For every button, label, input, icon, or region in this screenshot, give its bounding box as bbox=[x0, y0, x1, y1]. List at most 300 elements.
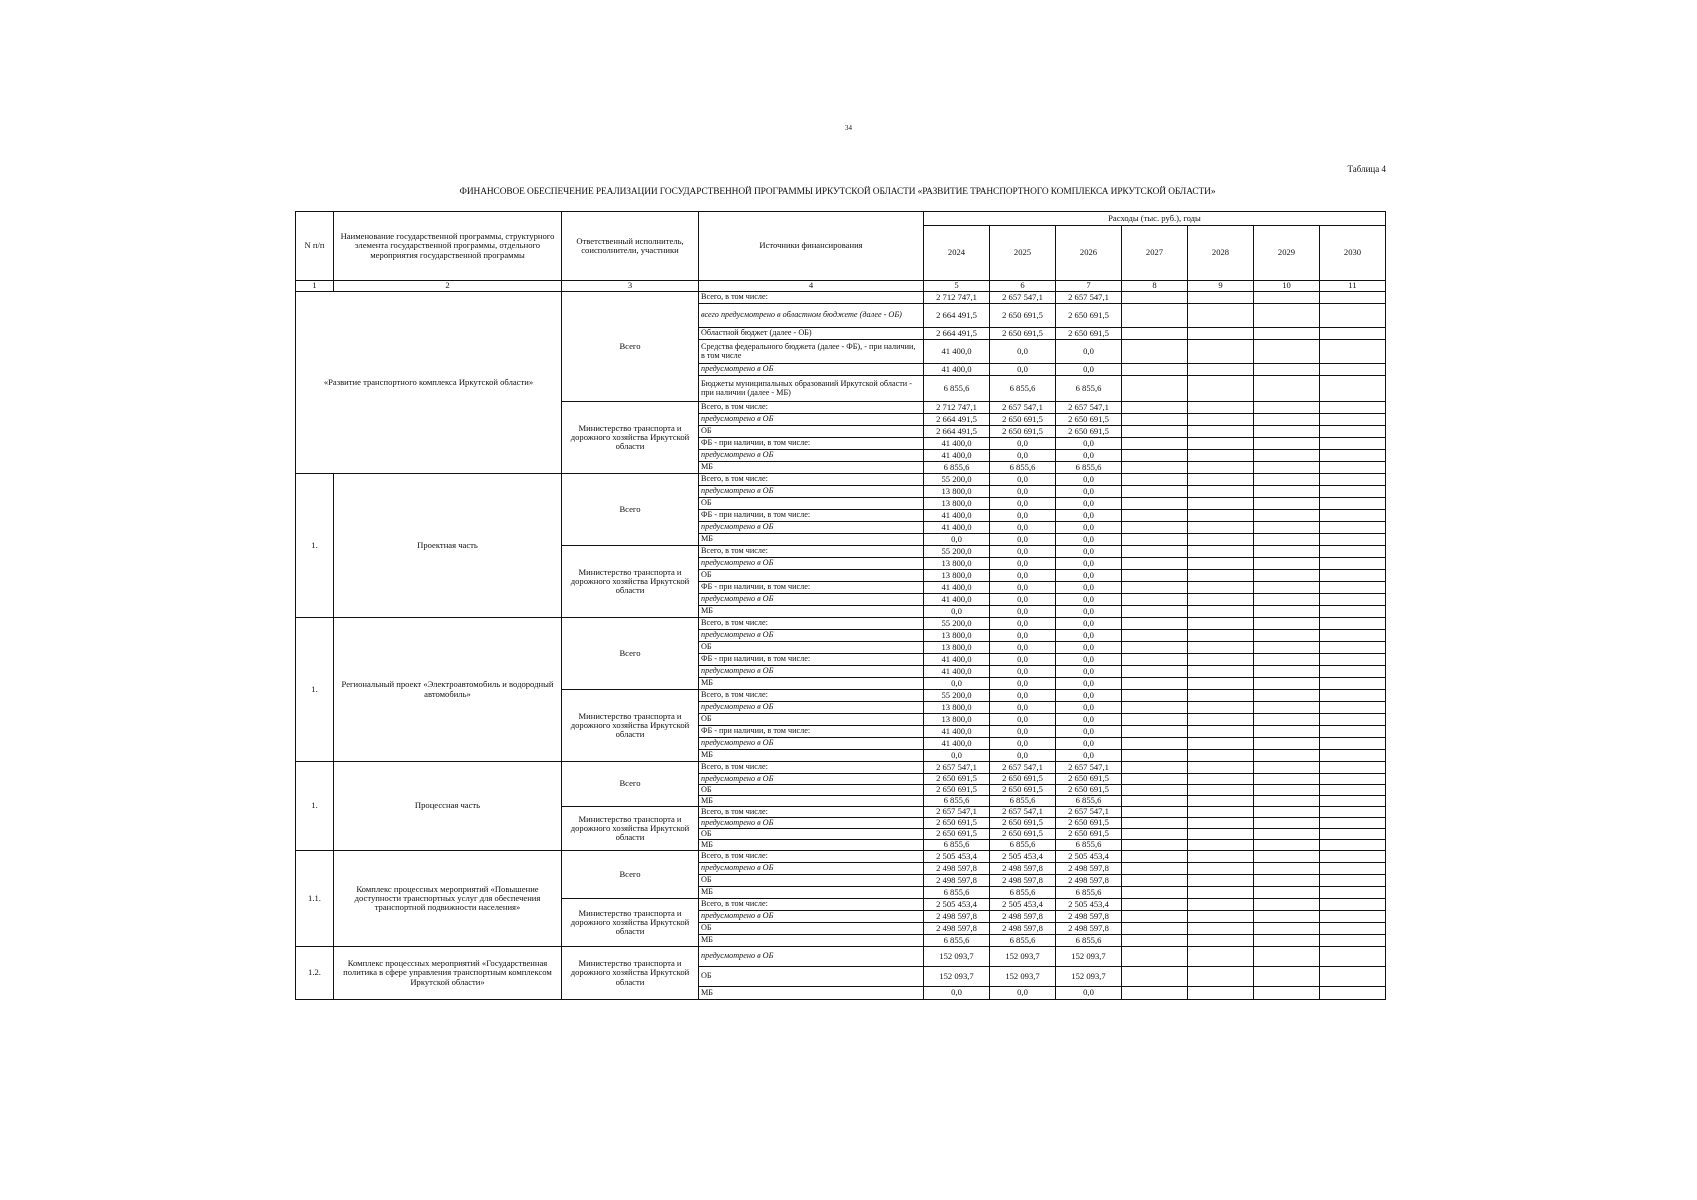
empty-year-cell bbox=[1122, 534, 1188, 546]
amount-cell: 6 855,6 bbox=[990, 935, 1056, 947]
empty-year-cell bbox=[1188, 875, 1254, 887]
empty-year-cell bbox=[1320, 654, 1386, 666]
amount-cell: 0,0 bbox=[1056, 510, 1122, 522]
empty-year-cell bbox=[1122, 785, 1188, 796]
amount-cell: 0,0 bbox=[1056, 750, 1122, 762]
empty-year-cell bbox=[1188, 987, 1254, 1000]
document-title: ФИНАНСОВОЕ ОБЕСПЕЧЕНИЕ РЕАЛИЗАЦИИ ГОСУДАРСТВЕННОЙ ПРОГРАММЫ ИРКУТСКОЙ ОБЛАСТИ «РАЗВИТИЕ ТРАНСПОРТНОГО КОМПЛЕКСА ИРКУТСКОЙ ОБЛАСТИ» bbox=[459, 187, 1216, 197]
empty-year-cell bbox=[1122, 702, 1188, 714]
empty-year-cell bbox=[1188, 947, 1254, 967]
funding-source: предусмотрено в ОБ bbox=[699, 702, 924, 714]
executor: Всего bbox=[562, 618, 699, 690]
funding-source: предусмотрено в ОБ bbox=[699, 364, 924, 376]
empty-year-cell bbox=[1122, 594, 1188, 606]
empty-year-cell bbox=[1320, 829, 1386, 840]
amount-cell: 0,0 bbox=[990, 364, 1056, 376]
amount-cell: 152 093,7 bbox=[1056, 967, 1122, 987]
empty-year-cell bbox=[1188, 498, 1254, 510]
empty-year-cell bbox=[1188, 558, 1254, 570]
amount-cell: 0,0 bbox=[990, 630, 1056, 642]
empty-year-cell bbox=[1320, 364, 1386, 376]
funding-source: ФБ - при наличии, в том числе: bbox=[699, 582, 924, 594]
amount-cell: 2 657 547,1 bbox=[1056, 807, 1122, 818]
amount-cell: 41 400,0 bbox=[924, 654, 990, 666]
empty-year-cell bbox=[1320, 899, 1386, 911]
amount-cell: 0,0 bbox=[1056, 546, 1122, 558]
funding-source: ОБ bbox=[699, 829, 924, 840]
empty-year-cell bbox=[1320, 774, 1386, 785]
empty-year-cell bbox=[1320, 474, 1386, 486]
amount-cell: 0,0 bbox=[1056, 582, 1122, 594]
header-num: N п/п bbox=[296, 212, 334, 281]
empty-year-cell bbox=[1254, 340, 1320, 364]
empty-year-cell bbox=[1320, 340, 1386, 364]
amount-cell: 2 498 597,8 bbox=[924, 911, 990, 923]
empty-year-cell bbox=[1122, 678, 1188, 690]
amount-cell: 0,0 bbox=[924, 606, 990, 618]
header-sources: Источники финансирования bbox=[699, 212, 924, 281]
element-name: Процессная часть bbox=[334, 762, 562, 851]
amount-cell: 2 498 597,8 bbox=[990, 923, 1056, 935]
column-numbers-row bbox=[296, 281, 1386, 292]
empty-year-cell bbox=[1254, 642, 1320, 654]
empty-year-cell bbox=[1320, 594, 1386, 606]
executor: Министерство транспорта и дорожного хозяйства Иркутской области bbox=[562, 947, 699, 1000]
amount-cell: 41 400,0 bbox=[924, 666, 990, 678]
column-number: 2 bbox=[334, 281, 562, 292]
empty-year-cell bbox=[1188, 426, 1254, 438]
header-row bbox=[296, 212, 1386, 226]
empty-year-cell bbox=[1188, 522, 1254, 534]
empty-year-cell bbox=[1188, 292, 1254, 304]
empty-year-cell bbox=[1122, 438, 1188, 450]
funding-source: МБ bbox=[699, 606, 924, 618]
amount-cell: 0,0 bbox=[990, 534, 1056, 546]
executor: Всего bbox=[562, 474, 699, 546]
empty-year-cell bbox=[1188, 582, 1254, 594]
empty-year-cell bbox=[1254, 594, 1320, 606]
empty-year-cell bbox=[1320, 947, 1386, 967]
empty-year-cell bbox=[1188, 818, 1254, 829]
empty-year-cell bbox=[1122, 762, 1188, 774]
header-expenses: Расходы (тыс. руб.), годы bbox=[924, 212, 1386, 226]
item-number: 1. bbox=[296, 762, 334, 851]
amount-cell: 0,0 bbox=[990, 340, 1056, 364]
funding-source: ОБ bbox=[699, 570, 924, 582]
table-row bbox=[296, 762, 1386, 774]
empty-year-cell bbox=[1122, 642, 1188, 654]
column-number: 11 bbox=[1320, 281, 1386, 292]
program-name: «Развитие транспортного комплекса Иркутской области» bbox=[296, 292, 562, 474]
amount-cell: 2 650 691,5 bbox=[990, 818, 1056, 829]
funding-source: Всего, в том числе: bbox=[699, 762, 924, 774]
amount-cell: 6 855,6 bbox=[924, 840, 990, 851]
empty-year-cell bbox=[1254, 829, 1320, 840]
empty-year-cell bbox=[1320, 304, 1386, 328]
amount-cell: 2 712 747,1 bbox=[924, 292, 990, 304]
amount-cell: 0,0 bbox=[990, 690, 1056, 702]
amount-cell: 6 855,6 bbox=[924, 887, 990, 899]
empty-year-cell bbox=[1122, 851, 1188, 863]
empty-year-cell bbox=[1254, 840, 1320, 851]
funding-source: предусмотрено в ОБ bbox=[699, 774, 924, 785]
empty-year-cell bbox=[1188, 510, 1254, 522]
empty-year-cell bbox=[1320, 666, 1386, 678]
executor: Всего bbox=[562, 292, 699, 402]
executor: Всего bbox=[562, 851, 699, 899]
amount-cell: 0,0 bbox=[1056, 474, 1122, 486]
funding-source: Всего, в том числе: bbox=[699, 807, 924, 818]
empty-year-cell bbox=[1320, 510, 1386, 522]
executor: Всего bbox=[562, 762, 699, 807]
amount-cell: 41 400,0 bbox=[924, 364, 990, 376]
amount-cell: 13 800,0 bbox=[924, 570, 990, 582]
empty-year-cell bbox=[1122, 726, 1188, 738]
empty-year-cell bbox=[1254, 875, 1320, 887]
empty-year-cell bbox=[1122, 450, 1188, 462]
funding-source: Бюджеты муниципальных образований Иркутской области - при наличии (далее - МБ) bbox=[699, 376, 924, 402]
empty-year-cell bbox=[1320, 558, 1386, 570]
amount-cell: 0,0 bbox=[990, 738, 1056, 750]
amount-cell: 6 855,6 bbox=[1056, 796, 1122, 807]
empty-year-cell bbox=[1254, 863, 1320, 875]
amount-cell: 152 093,7 bbox=[1056, 947, 1122, 967]
amount-cell: 0,0 bbox=[990, 750, 1056, 762]
empty-year-cell bbox=[1254, 774, 1320, 785]
funding-source: Всего, в том числе: bbox=[699, 690, 924, 702]
amount-cell: 0,0 bbox=[1056, 558, 1122, 570]
amount-cell: 0,0 bbox=[990, 642, 1056, 654]
empty-year-cell bbox=[1122, 947, 1188, 967]
empty-year-cell bbox=[1122, 774, 1188, 785]
empty-year-cell bbox=[1320, 923, 1386, 935]
header-year: 2026 bbox=[1056, 226, 1122, 281]
empty-year-cell bbox=[1122, 304, 1188, 328]
executor: Министерство транспорта и дорожного хозяйства Иркутской области bbox=[562, 402, 699, 474]
funding-source: ОБ bbox=[699, 426, 924, 438]
empty-year-cell bbox=[1122, 522, 1188, 534]
item-number: 1.1. bbox=[296, 851, 334, 947]
empty-year-cell bbox=[1320, 807, 1386, 818]
amount-cell: 13 800,0 bbox=[924, 498, 990, 510]
amount-cell: 2 650 691,5 bbox=[1056, 785, 1122, 796]
amount-cell: 41 400,0 bbox=[924, 726, 990, 738]
funding-source: МБ bbox=[699, 534, 924, 546]
amount-cell: 2 650 691,5 bbox=[1056, 774, 1122, 785]
empty-year-cell bbox=[1254, 376, 1320, 402]
empty-year-cell bbox=[1122, 818, 1188, 829]
empty-year-cell bbox=[1254, 534, 1320, 546]
funding-source: всего предусмотрено в областном бюджете (далее - ОБ) bbox=[699, 304, 924, 328]
executor: Министерство транспорта и дорожного хозяйства Иркутской области bbox=[562, 807, 699, 851]
amount-cell: 2 650 691,5 bbox=[924, 774, 990, 785]
amount-cell: 0,0 bbox=[990, 450, 1056, 462]
amount-cell: 2 498 597,8 bbox=[1056, 875, 1122, 887]
column-number: 6 bbox=[990, 281, 1056, 292]
empty-year-cell bbox=[1254, 678, 1320, 690]
empty-year-cell bbox=[1320, 402, 1386, 414]
empty-year-cell bbox=[1188, 923, 1254, 935]
empty-year-cell bbox=[1254, 402, 1320, 414]
funding-source: МБ bbox=[699, 987, 924, 1000]
amount-cell: 0,0 bbox=[1056, 450, 1122, 462]
empty-year-cell bbox=[1188, 796, 1254, 807]
amount-cell: 55 200,0 bbox=[924, 546, 990, 558]
amount-cell: 55 200,0 bbox=[924, 474, 990, 486]
amount-cell: 41 400,0 bbox=[924, 522, 990, 534]
amount-cell: 0,0 bbox=[1056, 340, 1122, 364]
element-name: Региональный проект «Электроавтомобиль и водородный автомобиль» bbox=[334, 618, 562, 762]
funding-source: Всего, в том числе: bbox=[699, 851, 924, 863]
empty-year-cell bbox=[1254, 462, 1320, 474]
empty-year-cell bbox=[1254, 522, 1320, 534]
amount-cell: 2 650 691,5 bbox=[1056, 426, 1122, 438]
empty-year-cell bbox=[1254, 738, 1320, 750]
amount-cell: 2 650 691,5 bbox=[1056, 328, 1122, 340]
funding-source: МБ bbox=[699, 796, 924, 807]
amount-cell: 152 093,7 bbox=[990, 967, 1056, 987]
empty-year-cell bbox=[1254, 618, 1320, 630]
empty-year-cell bbox=[1122, 750, 1188, 762]
amount-cell: 41 400,0 bbox=[924, 450, 990, 462]
empty-year-cell bbox=[1188, 618, 1254, 630]
amount-cell: 2 650 691,5 bbox=[990, 785, 1056, 796]
funding-source: Всего, в том числе: bbox=[699, 546, 924, 558]
funding-source: ОБ bbox=[699, 642, 924, 654]
empty-year-cell bbox=[1254, 292, 1320, 304]
empty-year-cell bbox=[1320, 606, 1386, 618]
amount-cell: 0,0 bbox=[1056, 738, 1122, 750]
table-row bbox=[296, 474, 1386, 486]
executor: Министерство транспорта и дорожного хозяйства Иркутской области bbox=[562, 899, 699, 947]
column-number: 10 bbox=[1254, 281, 1320, 292]
empty-year-cell bbox=[1188, 534, 1254, 546]
empty-year-cell bbox=[1188, 774, 1254, 785]
amount-cell: 41 400,0 bbox=[924, 594, 990, 606]
table-row bbox=[296, 851, 1386, 863]
amount-cell: 0,0 bbox=[1056, 534, 1122, 546]
funding-source: предусмотрено в ОБ bbox=[699, 414, 924, 426]
amount-cell: 2 650 691,5 bbox=[990, 304, 1056, 328]
amount-cell: 2 650 691,5 bbox=[924, 829, 990, 840]
empty-year-cell bbox=[1188, 642, 1254, 654]
empty-year-cell bbox=[1320, 498, 1386, 510]
empty-year-cell bbox=[1254, 558, 1320, 570]
funding-source: МБ bbox=[699, 887, 924, 899]
empty-year-cell bbox=[1188, 702, 1254, 714]
funding-source: предусмотрено в ОБ bbox=[699, 522, 924, 534]
empty-year-cell bbox=[1188, 829, 1254, 840]
amount-cell: 2 712 747,1 bbox=[924, 402, 990, 414]
empty-year-cell bbox=[1320, 426, 1386, 438]
empty-year-cell bbox=[1320, 851, 1386, 863]
empty-year-cell bbox=[1122, 935, 1188, 947]
empty-year-cell bbox=[1188, 967, 1254, 987]
funding-source: Средства федерального бюджета (далее - ФБ), - при наличии, в том числе bbox=[699, 340, 924, 364]
empty-year-cell bbox=[1188, 714, 1254, 726]
amount-cell: 2 657 547,1 bbox=[990, 762, 1056, 774]
empty-year-cell bbox=[1122, 582, 1188, 594]
amount-cell: 2 650 691,5 bbox=[990, 774, 1056, 785]
table-row bbox=[296, 292, 1386, 304]
empty-year-cell bbox=[1122, 666, 1188, 678]
empty-year-cell bbox=[1254, 438, 1320, 450]
empty-year-cell bbox=[1122, 606, 1188, 618]
empty-year-cell bbox=[1254, 762, 1320, 774]
empty-year-cell bbox=[1122, 402, 1188, 414]
empty-year-cell bbox=[1320, 796, 1386, 807]
empty-year-cell bbox=[1122, 486, 1188, 498]
amount-cell: 6 855,6 bbox=[1056, 887, 1122, 899]
empty-year-cell bbox=[1320, 292, 1386, 304]
amount-cell: 0,0 bbox=[990, 522, 1056, 534]
table-row bbox=[296, 947, 1386, 967]
amount-cell: 2 505 453,4 bbox=[1056, 851, 1122, 863]
amount-cell: 2 657 547,1 bbox=[990, 807, 1056, 818]
amount-cell: 0,0 bbox=[1056, 364, 1122, 376]
amount-cell: 55 200,0 bbox=[924, 690, 990, 702]
amount-cell: 2 505 453,4 bbox=[924, 851, 990, 863]
amount-cell: 2 650 691,5 bbox=[1056, 304, 1122, 328]
header-year: 2028 bbox=[1188, 226, 1254, 281]
empty-year-cell bbox=[1320, 840, 1386, 851]
amount-cell: 41 400,0 bbox=[924, 738, 990, 750]
amount-cell: 2 664 491,5 bbox=[924, 414, 990, 426]
empty-year-cell bbox=[1320, 967, 1386, 987]
empty-year-cell bbox=[1122, 654, 1188, 666]
column-number: 5 bbox=[924, 281, 990, 292]
empty-year-cell bbox=[1122, 829, 1188, 840]
amount-cell: 152 093,7 bbox=[924, 967, 990, 987]
empty-year-cell bbox=[1188, 654, 1254, 666]
header-year: 2024 bbox=[924, 226, 990, 281]
empty-year-cell bbox=[1188, 807, 1254, 818]
amount-cell: 6 855,6 bbox=[1056, 376, 1122, 402]
funding-source: предусмотрено в ОБ bbox=[699, 594, 924, 606]
empty-year-cell bbox=[1254, 818, 1320, 829]
empty-year-cell bbox=[1188, 594, 1254, 606]
funding-source: МБ bbox=[699, 750, 924, 762]
amount-cell: 0,0 bbox=[1056, 726, 1122, 738]
amount-cell: 0,0 bbox=[990, 618, 1056, 630]
amount-cell: 2 650 691,5 bbox=[1056, 414, 1122, 426]
empty-year-cell bbox=[1122, 546, 1188, 558]
empty-year-cell bbox=[1254, 947, 1320, 967]
column-number: 7 bbox=[1056, 281, 1122, 292]
amount-cell: 0,0 bbox=[990, 987, 1056, 1000]
amount-cell: 0,0 bbox=[924, 534, 990, 546]
amount-cell: 0,0 bbox=[1056, 987, 1122, 1000]
empty-year-cell bbox=[1188, 863, 1254, 875]
empty-year-cell bbox=[1254, 654, 1320, 666]
empty-year-cell bbox=[1254, 796, 1320, 807]
item-number: 1. bbox=[296, 618, 334, 762]
funding-source: предусмотрено в ОБ bbox=[699, 630, 924, 642]
column-number: 3 bbox=[562, 281, 699, 292]
empty-year-cell bbox=[1188, 462, 1254, 474]
empty-year-cell bbox=[1254, 510, 1320, 522]
amount-cell: 6 855,6 bbox=[1056, 935, 1122, 947]
amount-cell: 6 855,6 bbox=[990, 887, 1056, 899]
amount-cell: 0,0 bbox=[1056, 642, 1122, 654]
empty-year-cell bbox=[1254, 570, 1320, 582]
amount-cell: 2 650 691,5 bbox=[990, 414, 1056, 426]
empty-year-cell bbox=[1254, 666, 1320, 678]
empty-year-cell bbox=[1320, 522, 1386, 534]
amount-cell: 0,0 bbox=[1056, 702, 1122, 714]
funding-source: предусмотрено в ОБ bbox=[699, 947, 924, 967]
amount-cell: 2 657 547,1 bbox=[1056, 292, 1122, 304]
funding-source: предусмотрено в ОБ bbox=[699, 486, 924, 498]
empty-year-cell bbox=[1320, 328, 1386, 340]
column-number: 1 bbox=[296, 281, 334, 292]
amount-cell: 152 093,7 bbox=[924, 947, 990, 967]
element-name: Проектная часть bbox=[334, 474, 562, 618]
empty-year-cell bbox=[1188, 935, 1254, 947]
amount-cell: 6 855,6 bbox=[1056, 462, 1122, 474]
funding-source: Всего, в том числе: bbox=[699, 899, 924, 911]
empty-year-cell bbox=[1188, 546, 1254, 558]
empty-year-cell bbox=[1122, 923, 1188, 935]
empty-year-cell bbox=[1320, 935, 1386, 947]
amount-cell: 2 650 691,5 bbox=[1056, 818, 1122, 829]
empty-year-cell bbox=[1254, 328, 1320, 340]
amount-cell: 2 498 597,8 bbox=[1056, 911, 1122, 923]
empty-year-cell bbox=[1188, 750, 1254, 762]
item-number: 1.2. bbox=[296, 947, 334, 1000]
amount-cell: 0,0 bbox=[1056, 606, 1122, 618]
empty-year-cell bbox=[1320, 678, 1386, 690]
empty-year-cell bbox=[1254, 851, 1320, 863]
empty-year-cell bbox=[1254, 923, 1320, 935]
amount-cell: 13 800,0 bbox=[924, 642, 990, 654]
empty-year-cell bbox=[1254, 414, 1320, 426]
amount-cell: 0,0 bbox=[990, 594, 1056, 606]
amount-cell: 2 498 597,8 bbox=[924, 923, 990, 935]
amount-cell: 2 657 547,1 bbox=[924, 807, 990, 818]
empty-year-cell bbox=[1320, 486, 1386, 498]
empty-year-cell bbox=[1254, 967, 1320, 987]
executor: Министерство транспорта и дорожного хозяйства Иркутской области bbox=[562, 690, 699, 762]
empty-year-cell bbox=[1320, 534, 1386, 546]
empty-year-cell bbox=[1188, 376, 1254, 402]
amount-cell: 13 800,0 bbox=[924, 486, 990, 498]
empty-year-cell bbox=[1122, 376, 1188, 402]
amount-cell: 0,0 bbox=[1056, 498, 1122, 510]
funding-source: ФБ - при наличии, в том числе: bbox=[699, 510, 924, 522]
empty-year-cell bbox=[1254, 304, 1320, 328]
empty-year-cell bbox=[1188, 762, 1254, 774]
amount-cell: 0,0 bbox=[1056, 522, 1122, 534]
empty-year-cell bbox=[1320, 785, 1386, 796]
amount-cell: 0,0 bbox=[990, 558, 1056, 570]
page-number: 34 bbox=[845, 124, 852, 132]
amount-cell: 0,0 bbox=[1056, 618, 1122, 630]
funding-source: предусмотрено в ОБ bbox=[699, 911, 924, 923]
empty-year-cell bbox=[1122, 987, 1188, 1000]
amount-cell: 0,0 bbox=[1056, 654, 1122, 666]
header-year: 2029 bbox=[1254, 226, 1320, 281]
empty-year-cell bbox=[1320, 738, 1386, 750]
amount-cell: 41 400,0 bbox=[924, 340, 990, 364]
empty-year-cell bbox=[1320, 618, 1386, 630]
amount-cell: 13 800,0 bbox=[924, 630, 990, 642]
table-row bbox=[296, 618, 1386, 630]
empty-year-cell bbox=[1122, 510, 1188, 522]
empty-year-cell bbox=[1122, 887, 1188, 899]
amount-cell: 0,0 bbox=[990, 582, 1056, 594]
column-number: 4 bbox=[699, 281, 924, 292]
